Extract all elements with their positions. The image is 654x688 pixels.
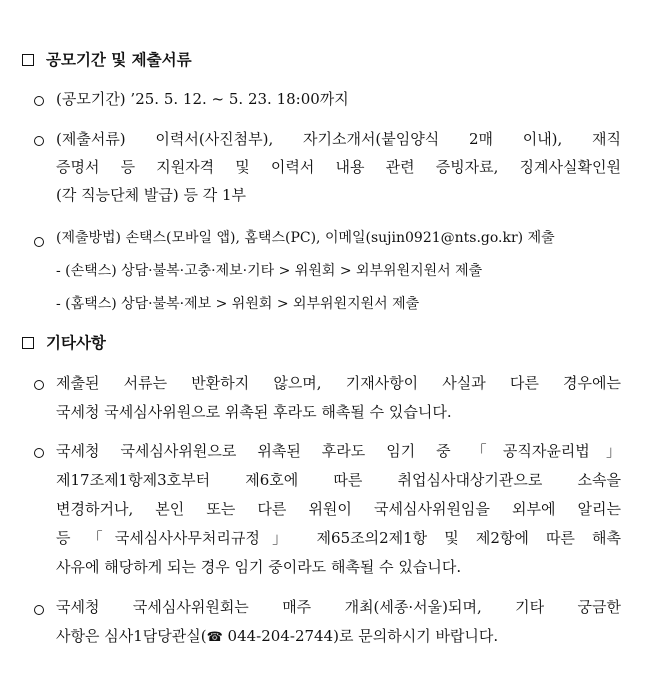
s2-item2-line2: 제17조제1항제3호부터 제6호에 따른 취업심사대상기관으로 소속을 xyxy=(56,471,621,489)
s2-item2-line1: 국세청 국세심사위원으로 위촉된 후라도 임기 중 「공직자윤리법」 xyxy=(56,442,621,460)
s2-item2-bullet xyxy=(34,443,44,463)
circle-bullet-icon xyxy=(34,605,44,615)
checkbox-square-icon xyxy=(22,337,34,349)
s1-item2-line3: (각 직능단체 발급) 등 각 1부 xyxy=(56,186,246,204)
s2-item3-pre: 사항은 심사1담당관실( xyxy=(56,627,207,645)
s1-item2-line1: (제출서류) 이력서(사진첨부), 자기소개서(붙임양식 2매 이내), 재직 xyxy=(56,130,621,148)
s2-item1-bullet xyxy=(34,375,44,395)
s1-sub2: - (홈택스) 상담·불복·제보 > 위원회 > 외부위원지원서 제출 xyxy=(56,296,420,312)
phone-icon: ☎ xyxy=(206,630,223,645)
s1-item1 xyxy=(34,91,44,111)
circle-bullet-icon xyxy=(34,448,44,458)
s2-item2-line3: 변경하거나, 본인 또는 다른 위원이 국세심사위원임을 외부에 알리는 xyxy=(56,500,621,518)
s1-item2-line2: 증명서 등 지원자격 및 이력서 내용 관련 증빙자료, 징계사실확인원 xyxy=(56,158,621,176)
s1-sub1: - (손택스) 상담·불복·고충·제보·기타 > 위원회 > 외부위원지원서 제출 xyxy=(56,263,483,279)
circle-bullet-icon xyxy=(34,237,44,247)
s1-item3-text: (제출방법) 손택스(모바일 앱), 홈택스(PC), 이메일(sujin0921@nts.go.kr) 제출 xyxy=(56,230,555,246)
s2-item1-line1: 제출된 서류는 반환하지 않으며, 기재사항이 사실과 다른 경우에는 xyxy=(56,374,621,392)
section1-heading: 공모기간 및 제출서류 xyxy=(22,50,192,70)
checkbox-square-icon xyxy=(22,54,34,66)
s2-item3-line1: 국세청 국세심사위원회는 매주 개최(세종·서울)되며, 기타 궁금한 xyxy=(56,598,621,616)
circle-bullet-icon xyxy=(34,136,44,146)
phone-number: 044-204-2744 xyxy=(222,627,334,645)
circle-bullet-icon xyxy=(34,380,44,390)
s2-item3-bullet xyxy=(34,600,44,620)
s2-item3-post: )로 문의하시기 바랍니다. xyxy=(333,627,499,645)
section2-heading: 기타사항 xyxy=(22,333,106,353)
s2-item2-line4: 등 「국세심사사무처리규정」 제65조의2제1항 및 제2항에 따른 해촉 xyxy=(56,529,621,547)
s2-item3-line2 xyxy=(56,626,498,648)
s1-item3-bullet xyxy=(34,232,44,252)
circle-bullet-icon xyxy=(34,96,44,106)
s1-item1-text: (공모기간) ’25. 5. 12. ~ 5. 23. 18:00까지 xyxy=(56,90,349,108)
s2-item2-line5: 사유에 해당하게 되는 경우 임기 중이라도 해촉될 수 있습니다. xyxy=(56,558,462,576)
s1-item2-bullet xyxy=(34,131,44,151)
s2-item1-line2: 국세청 국세심사위원으로 위촉된 후라도 해촉될 수 있습니다. xyxy=(56,403,452,421)
